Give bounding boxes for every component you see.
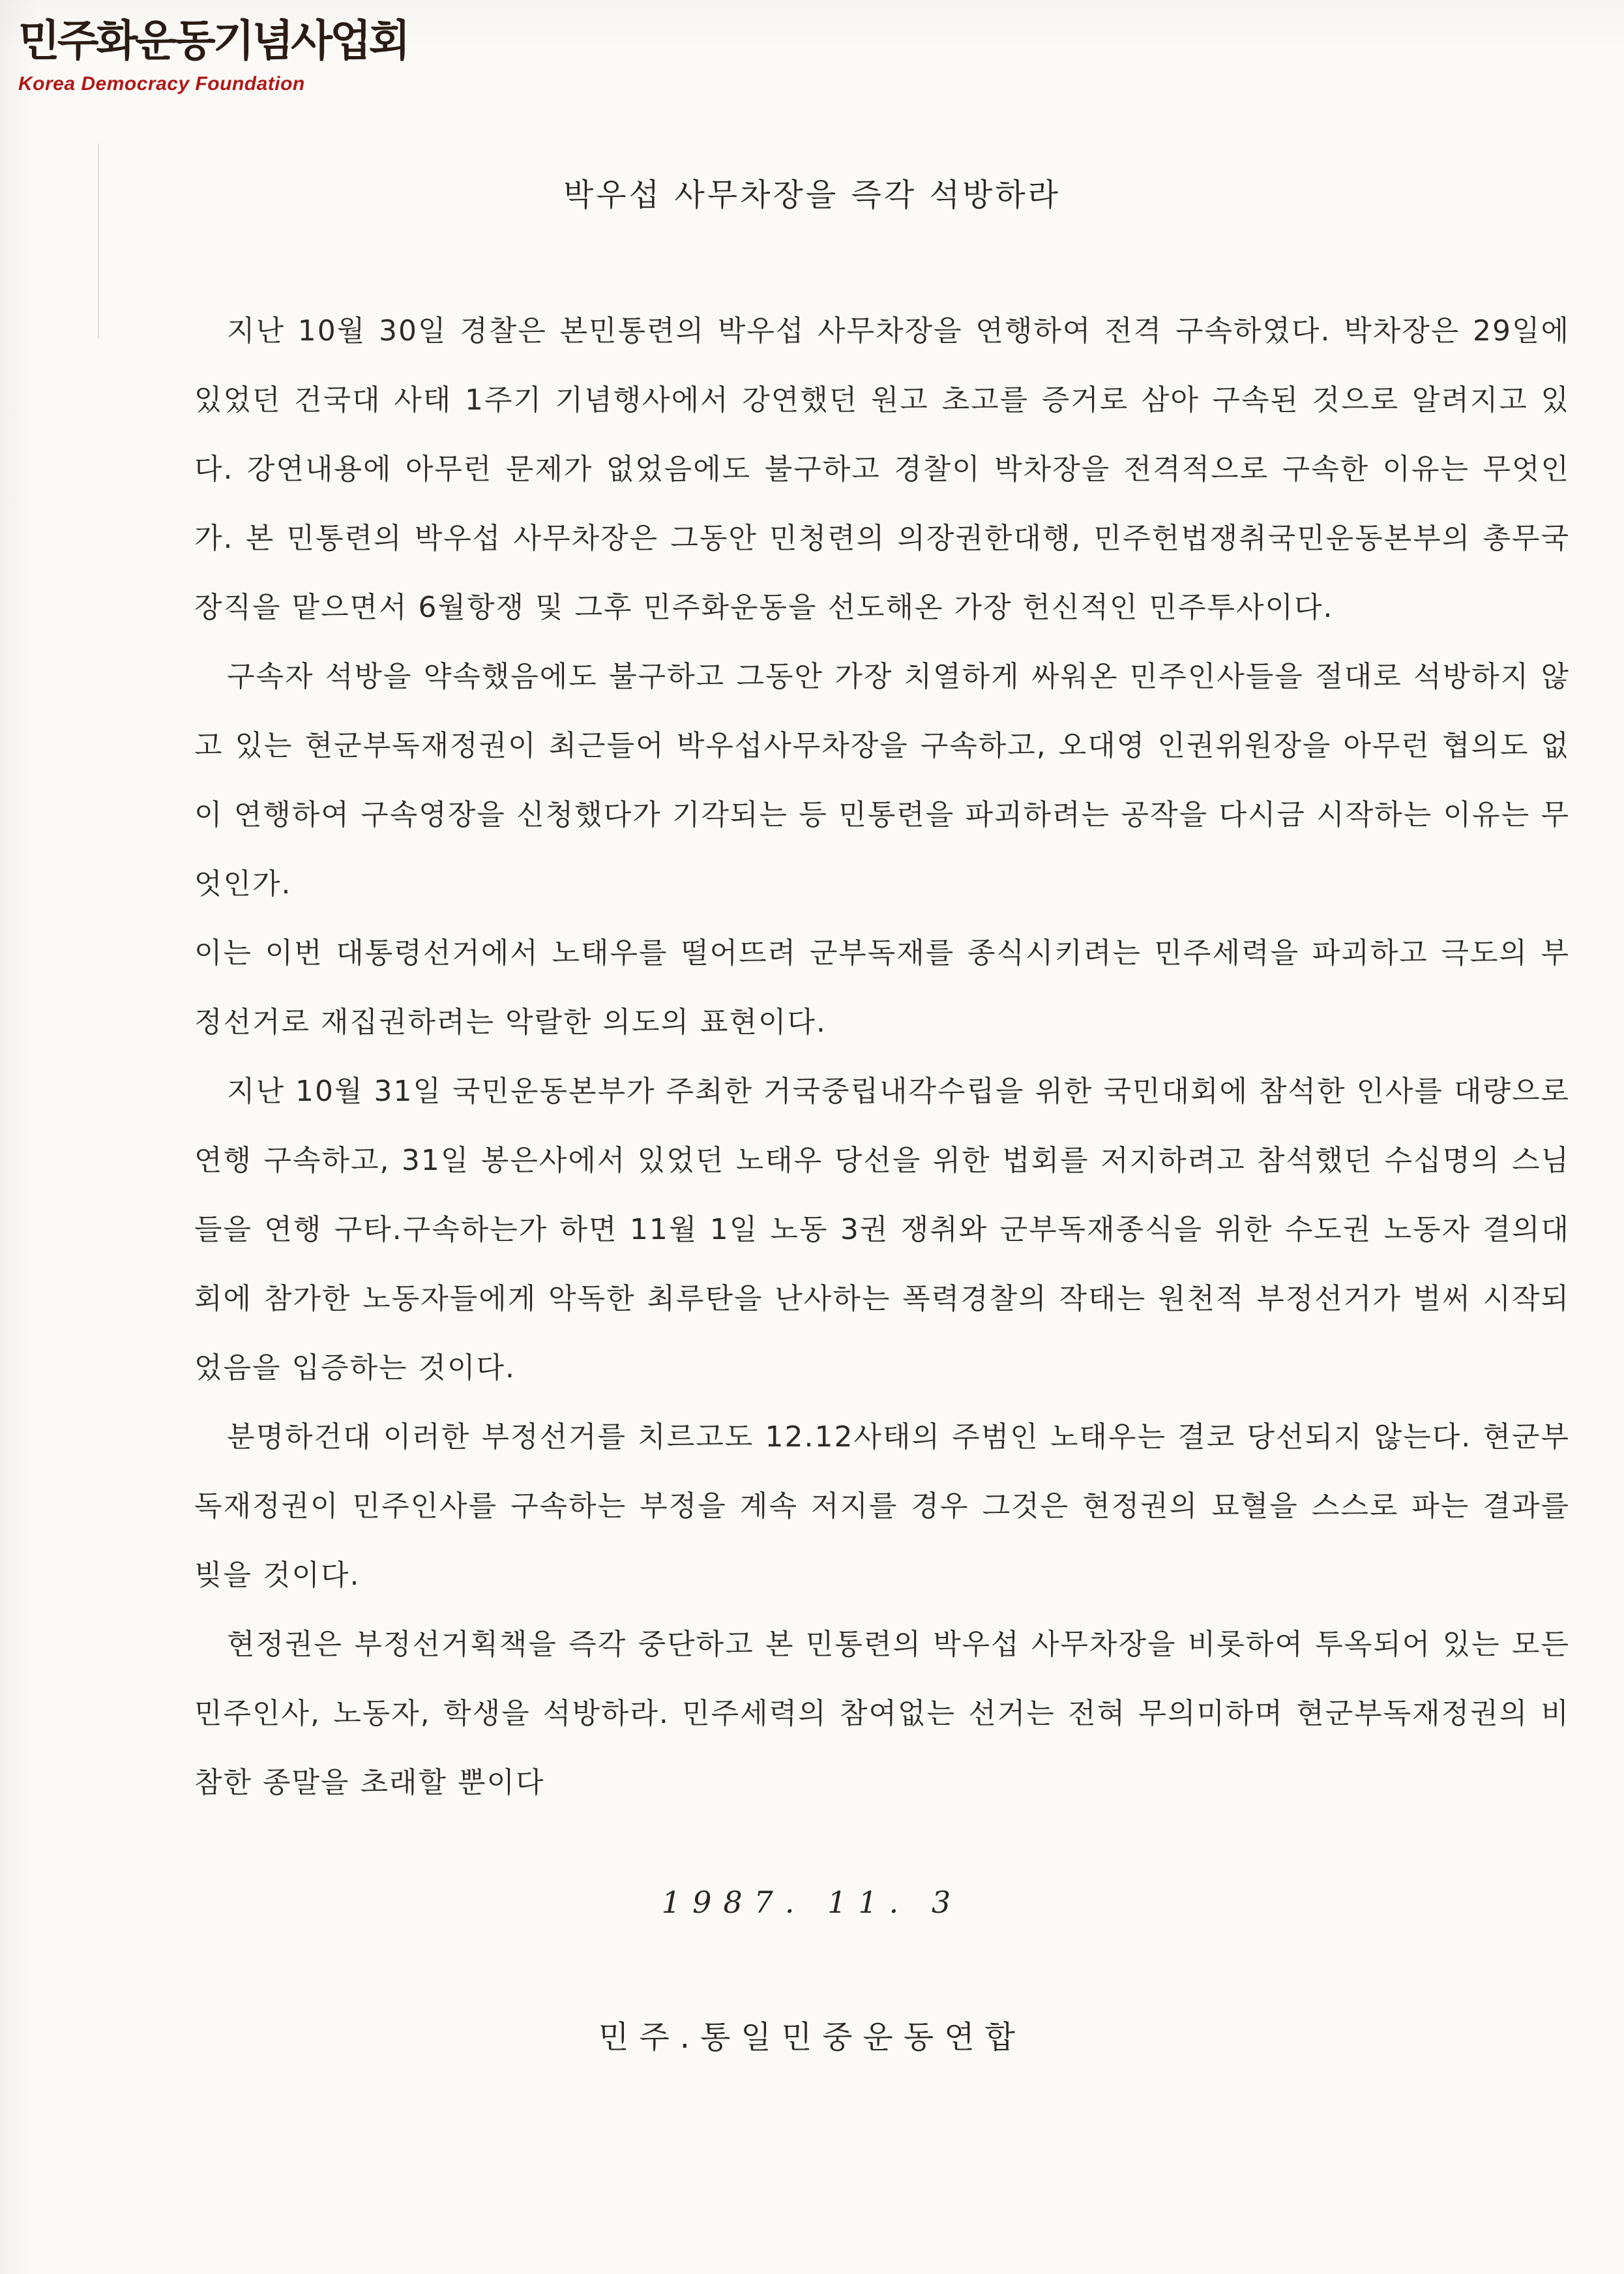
body-paragraph-1: 지난 10월 30일 경찰은 본민통련의 박우섭 사무차장을 연행하여 전격 구속하였다. 박차장은 29일에 있었던 건국대 사태 1주기 기념행사에서 강연했던 원고 초고를 증거로 삼아 구속된 것으로 알려지고 있다. 강연내용에 아무런 문제가 없었음에도 불구하고 경찰이 박차장을 전격적으로 구속한 이유는 무엇인가. 본 민통련의 박우섭 사무차장은 그동안 민청련의 의장권한대행, 민주헌법쟁취국민운동본부의 총무국장직을 맡으면서 6월항쟁 및 그후 민주화운동을 선도해온 가장 헌신적인 민주투사이다. — [194, 314, 1571, 624]
document-signature: 민주.통일민중운동연합 — [598, 2019, 1026, 2056]
body-paragraph-5: 분명하건대 이러한 부정선거를 치르고도 12.12사태의 주범인 노태우는 결코 당선되지 않는다. 현군부독재정권이 민주인사를 구속하는 부정을 계속 저지를 경우 그것은 현정권의 묘혈을 스스로 파는 결과를 빚을 것이다. — [194, 1420, 1570, 1592]
body-paragraph-6: 현정권은 부정선거획책을 즉각 중단하고 본 민통련의 박우섭 사무차장을 비롯하여 투옥되어 있는 모든 민주인사, 노동자, 학생을 석방하라. 민주세력의 참여없는 선거는 전혀 무의미하며 현군부독재정권의 비참한 종말을 초래할 뿐이다 — [194, 1628, 1570, 1799]
body-paragraph-4: 지난 10월 31일 국민운동본부가 주최한 거국중립내각수립을 위한 국민대회에 참석한 인사를 대량으로 연행 구속하고, 31일 봉은사에서 있었던 노태우 당선을 위한 법회를 저지하려고 참석했던 수십명의 스님들을 연행 구타.구속하는가 하면 11월 1일 노동 3권 쟁취와 군부독재종식을 위한 수도권 노동자 결의대회에 참가한 노동자들에게 악독한 최루탄을 난사하는 폭력경찰의 작태는 원천적 부정선거가 벌써 시작되었음을 입증하는 것이다. — [194, 1075, 1570, 1384]
organization-name-korean: 민주화운동기념사업회 — [18, 16, 408, 66]
organization-name-english: Korea Democracy Foundation — [18, 73, 305, 95]
organization-logo — [18, 16, 408, 95]
body-paragraph-3: 이는 이번 대통령선거에서 노태우를 떨어뜨려 군부독재를 종식시키려는 민주세력을 파괴하고 극도의 부정선거로 재집권하려는 악랄한 의도의 표현이다. — [194, 936, 1570, 1039]
document-body — [194, 297, 1570, 1818]
document-title: 박우섭 사무차장을 즉각 석방하라 — [563, 177, 1061, 213]
body-paragraph-2: 구속자 석방을 약속했음에도 불구하고 그동안 가장 치열하게 싸워온 민주인사들을 절대로 석방하지 않고 있는 현군부독재정권이 최근들어 박우섭사무차장을 구속하고, 오대영 인권위원장을 아무런 협의도 없이 연행하여 구속영장을 신청했다가 기각되는 등 민통련을 파괴하려는 공작을 다시금 시작하는 이유는 무엇인가. — [194, 660, 1570, 901]
document-date: 1987. 11. 3 — [661, 1885, 963, 1920]
